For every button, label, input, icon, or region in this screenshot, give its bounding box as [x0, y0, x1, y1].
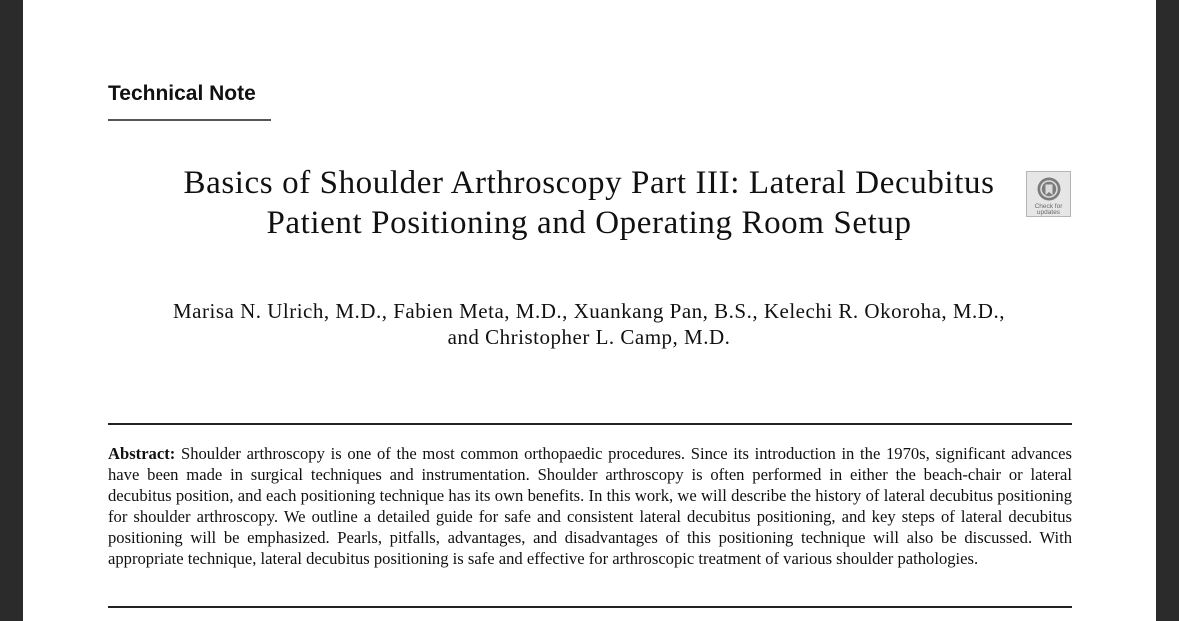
- section-label: Technical Note: [108, 82, 256, 105]
- check-for-updates-icon: [1036, 176, 1062, 202]
- abstract-label: Abstract:: [108, 444, 176, 463]
- check-for-updates-label: Check for updates: [1034, 203, 1063, 216]
- article-title: Basics of Shoulder Arthroscopy Part III: Lateral Decubitus Patient Positioning and Operating Room Setup: [183, 165, 995, 241]
- abstract-block: [108, 443, 1072, 569]
- author-line-1: Marisa N. Ulrich, M.D., Fabien Meta, M.D., Xuankang Pan, B.S., Kelechi R. Okoroha, M.D.,: [173, 299, 1005, 323]
- abstract-bottom-rule: [108, 606, 1072, 608]
- check-for-updates-badge[interactable]: [1026, 171, 1071, 217]
- author-list: [113, 298, 1065, 350]
- abstract-top-rule: [108, 423, 1072, 425]
- section-label-underline: [108, 119, 271, 121]
- author-line-2: and Christopher L. Camp, M.D.: [447, 325, 731, 349]
- abstract-text: Shoulder arthroscopy is one of the most common orthopaedic procedures. Since its introduction in the 1970s, significant advances have been made in surgical techniques and instrumentation. Shoulder arthroscopy is often performed in either the beach-chair or lateral decubitus position, and each positioning technique has its own benefits. In this work, we will describe the history of lateral decubitus positioning for shoulder arthroscopy. We outline a detailed guide for safe and consistent lateral decubitus positioning, and key steps of lateral decubitus positioning will be emphasized. Pearls, pitfalls, advantages, and disadvantages of this positioning technique will also be discussed. With appropriate technique, lateral decubitus positioning is safe and effective for arthroscopic treatment of various shoulder pathologies.: [108, 444, 1072, 568]
- document-page: [23, 0, 1156, 621]
